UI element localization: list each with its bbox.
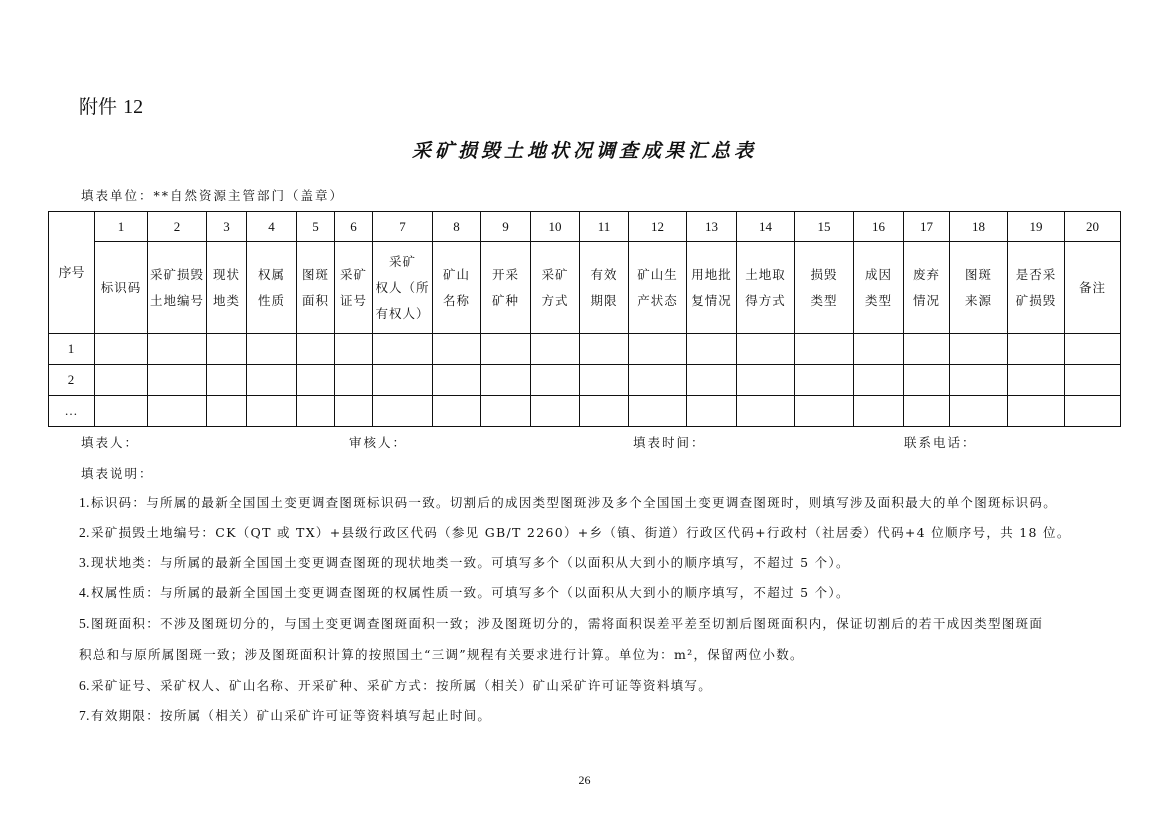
column-number: 4: [247, 212, 297, 242]
column-header: [335, 242, 373, 334]
table-cell[interactable]: [373, 334, 433, 365]
column-header-line: 土地编号: [149, 292, 204, 308]
column-header-line: 性质: [257, 292, 285, 308]
table-cell[interactable]: [580, 365, 629, 396]
column-number: 16: [854, 212, 904, 242]
notes-title: 填表说明：: [81, 466, 154, 481]
column-header: [95, 242, 148, 334]
column-header-line: 现状: [212, 266, 240, 282]
note-item: [79, 583, 850, 601]
column-header-line: 权属: [257, 266, 285, 282]
column-header-line: 采矿: [541, 266, 569, 282]
fill-time-label: 填表时间：: [633, 435, 706, 450]
note-text: .现状地类：与所属的最新全国国土变更调查图斑的现状地类一致。可填写多个（以面积从大到小的顺序填写，不超过 5 个）。: [85, 555, 850, 570]
table-cell[interactable]: [207, 334, 247, 365]
table-cell[interactable]: [1008, 365, 1065, 396]
table-cell[interactable]: [95, 365, 148, 396]
column-header-line: 地类: [212, 292, 240, 308]
table-cell[interactable]: [1008, 334, 1065, 365]
note-number: 6: [79, 678, 86, 693]
column-header-line: 方式: [541, 292, 569, 308]
column-header-line: 权人（所: [375, 279, 430, 295]
column-number: 7: [373, 212, 433, 242]
column-header: [373, 242, 433, 334]
note-number: 7: [79, 708, 86, 723]
column-header-line: 矿种: [491, 292, 519, 308]
row-index: 2: [49, 365, 95, 396]
column-number: 10: [531, 212, 580, 242]
table-row: [49, 396, 1121, 427]
table-cell[interactable]: [481, 396, 531, 427]
table-cell[interactable]: [629, 365, 687, 396]
table-cell[interactable]: [1008, 396, 1065, 427]
column-number: 1: [95, 212, 148, 242]
column-header: [580, 242, 629, 334]
table-cell[interactable]: [373, 396, 433, 427]
column-number: 11: [580, 212, 629, 242]
column-header-line: 备注: [1078, 279, 1106, 295]
page-number: 26: [578, 773, 591, 787]
column-header: [687, 242, 737, 334]
table-cell[interactable]: [481, 334, 531, 365]
table-cell[interactable]: [297, 334, 335, 365]
column-header-line: 用地批: [691, 266, 732, 282]
column-number: 15: [795, 212, 854, 242]
column-header: [854, 242, 904, 334]
note-number: 3: [79, 555, 86, 570]
note-text: .采矿证号、采矿权人、矿山名称、开采矿种、采矿方式：按所属（相关）矿山采矿许可证等资料填写。: [85, 678, 713, 693]
signature-row: [0, 433, 1169, 451]
table-cell[interactable]: [795, 334, 854, 365]
note-item: [79, 645, 804, 663]
table-cell[interactable]: [904, 396, 950, 427]
table-cell[interactable]: [950, 334, 1008, 365]
column-header: [247, 242, 297, 334]
column-header-line: 采矿: [388, 253, 416, 269]
table-cell[interactable]: [433, 334, 481, 365]
column-header-line: 有效: [590, 266, 618, 282]
header-row: [49, 242, 1121, 334]
summary-table: [48, 211, 1121, 427]
table-cell[interactable]: [95, 334, 148, 365]
column-header-line: 矿山生: [637, 266, 678, 282]
column-header: [481, 242, 531, 334]
table-cell[interactable]: [148, 334, 207, 365]
column-header-line: 情况: [912, 292, 940, 308]
table-cell[interactable]: [148, 365, 207, 396]
column-header-line: 废弃: [912, 266, 940, 282]
table-cell[interactable]: [687, 334, 737, 365]
column-header-line: 证号: [339, 292, 367, 308]
table-cell[interactable]: [247, 334, 297, 365]
column-header: [795, 242, 854, 334]
column-header-line: 复情况: [691, 292, 732, 308]
attachment-label: [79, 92, 143, 119]
table-cell[interactable]: [1065, 396, 1121, 427]
column-number: 5: [297, 212, 335, 242]
column-header: [433, 242, 481, 334]
column-header-line: 类型: [864, 292, 892, 308]
table-cell[interactable]: [950, 396, 1008, 427]
table-cell[interactable]: [481, 365, 531, 396]
column-header: [1008, 242, 1065, 334]
table-cell[interactable]: [297, 396, 335, 427]
column-number: 13: [687, 212, 737, 242]
table-cell[interactable]: [795, 365, 854, 396]
table-cell[interactable]: [1065, 365, 1121, 396]
table-cell[interactable]: [531, 396, 580, 427]
column-header-line: 土地取: [745, 266, 786, 282]
table-cell[interactable]: [335, 334, 373, 365]
column-header-line: 损毁: [810, 266, 838, 282]
row-index: 1: [49, 334, 95, 365]
note-text: .采矿损毁土地编号：CK（QT 或 TX）+县级行政区代码（参见 GB/T 2260）+乡（镇、街道）行政区代码+行政村（社居委）代码+4 位顺序号，共 18 位。: [85, 525, 1071, 540]
column-header-line: 图斑: [301, 266, 329, 282]
table-cell[interactable]: [687, 396, 737, 427]
table-cell[interactable]: [904, 365, 950, 396]
table-cell[interactable]: [580, 334, 629, 365]
note-item: [79, 493, 1057, 511]
table-cell[interactable]: [95, 396, 148, 427]
note-number: 5: [79, 616, 86, 631]
table-cell[interactable]: [433, 365, 481, 396]
table-cell[interactable]: [247, 396, 297, 427]
table-cell[interactable]: [148, 396, 207, 427]
table-cell[interactable]: [531, 334, 580, 365]
column-header: [531, 242, 580, 334]
table-cell[interactable]: [737, 365, 795, 396]
column-number: 18: [950, 212, 1008, 242]
table-cell[interactable]: [737, 334, 795, 365]
note-text: .图斑面积：不涉及图斑切分的，与国土变更调查图斑面积一致；涉及图斑切分的，需将面积误差平差至切割后图斑面积内，保证切割后的若干成因类型图斑面: [85, 616, 1044, 631]
column-number: 8: [433, 212, 481, 242]
table-cell[interactable]: [795, 396, 854, 427]
phone-label: 联系电话：: [904, 435, 977, 450]
column-number: 17: [904, 212, 950, 242]
filler-label: 填表人：: [81, 435, 140, 450]
column-header: [629, 242, 687, 334]
note-number: 4: [79, 585, 86, 600]
table-cell[interactable]: [1065, 334, 1121, 365]
table-cell[interactable]: [207, 365, 247, 396]
table-cell[interactable]: [297, 365, 335, 396]
column-header: [148, 242, 207, 334]
column-number: 2: [148, 212, 207, 242]
column-header-line: 是否采: [1015, 266, 1057, 282]
table-cell[interactable]: [433, 396, 481, 427]
note-text: .权属性质：与所属的最新全国国土变更调查图斑的权属性质一致。可填写多个（以面积从大到小的顺序填写，不超过 5 个）。: [85, 585, 850, 600]
note-text: 积总和与原所属图斑一致；涉及图斑面积计算的按照国土“三调”规程有关要求进行计算。单位为：m²，保留两位小数。: [79, 647, 804, 662]
table-row: [49, 334, 1121, 365]
column-header: [1065, 242, 1121, 334]
column-header-line: 名称: [442, 292, 470, 308]
column-header-line: 开采: [491, 266, 519, 282]
column-header: [297, 242, 335, 334]
column-header: [904, 242, 950, 334]
table-cell[interactable]: [854, 365, 904, 396]
table-cell[interactable]: [904, 334, 950, 365]
column-number: 20: [1065, 212, 1121, 242]
note-text: .有效期限：按所属（相关）矿山采矿许可证等资料填写起止时间。: [85, 708, 492, 723]
column-number: 3: [207, 212, 247, 242]
column-number: 6: [335, 212, 373, 242]
row-label-header: 序号: [49, 212, 95, 334]
attachment-number: 12: [123, 96, 144, 118]
column-number-row: [49, 212, 1121, 242]
column-header-line: 类型: [810, 292, 838, 308]
column-number: 14: [737, 212, 795, 242]
column-header-line: 成因: [864, 266, 892, 282]
note-item: [79, 523, 1071, 541]
column-number: 9: [481, 212, 531, 242]
column-number: 19: [1008, 212, 1065, 242]
note-item: [79, 614, 1043, 632]
column-header-line: 标识码: [100, 279, 142, 295]
column-header-line: 有权人）: [375, 305, 430, 321]
table-cell[interactable]: [531, 365, 580, 396]
table-cell[interactable]: [854, 396, 904, 427]
table-cell[interactable]: [335, 365, 373, 396]
table-cell[interactable]: [335, 396, 373, 427]
table-cell[interactable]: [373, 365, 433, 396]
column-header-line: 图斑: [964, 266, 992, 282]
row-index: …: [49, 396, 95, 427]
column-header-line: 矿山: [442, 266, 470, 282]
reviewer-label: 审核人：: [349, 435, 408, 450]
table-cell[interactable]: [207, 396, 247, 427]
fill-unit: 填表单位：**自然资源主管部门（盖章）: [81, 188, 345, 203]
note-item: [79, 553, 850, 571]
table-cell[interactable]: [854, 334, 904, 365]
note-item: [79, 706, 491, 724]
column-header: [737, 242, 795, 334]
column-header-line: 面积: [301, 292, 329, 308]
column-header-line: 采矿损毁: [149, 266, 204, 282]
page-title: 采矿损毁土地状况调查成果汇总表: [411, 140, 757, 162]
table-cell[interactable]: [629, 396, 687, 427]
table-cell[interactable]: [950, 365, 1008, 396]
table-cell[interactable]: [580, 396, 629, 427]
column-header-line: 矿损毁: [1015, 292, 1057, 308]
column-header: [207, 242, 247, 334]
column-header-line: 得方式: [745, 292, 786, 308]
table-cell[interactable]: [737, 396, 795, 427]
note-number: 1: [79, 495, 86, 510]
column-header-line: 来源: [964, 292, 992, 308]
note-item: [79, 676, 712, 694]
column-number: 12: [629, 212, 687, 242]
note-number: 2: [79, 525, 86, 540]
table-cell[interactable]: [687, 365, 737, 396]
column-header: [950, 242, 1008, 334]
table-cell[interactable]: [629, 334, 687, 365]
attachment-text: 附件: [79, 96, 118, 118]
column-header-line: 采矿: [339, 266, 367, 282]
table-row: [49, 365, 1121, 396]
table-cell[interactable]: [247, 365, 297, 396]
note-text: .标识码：与所属的最新全国国土变更调查图斑标识码一致。切割后的成因类型图斑涉及多个全国国土变更调查图斑时，则填写涉及面积最大的单个图斑标识码。: [85, 495, 1058, 510]
column-header-line: 产状态: [637, 292, 678, 308]
column-header-line: 期限: [590, 292, 618, 308]
